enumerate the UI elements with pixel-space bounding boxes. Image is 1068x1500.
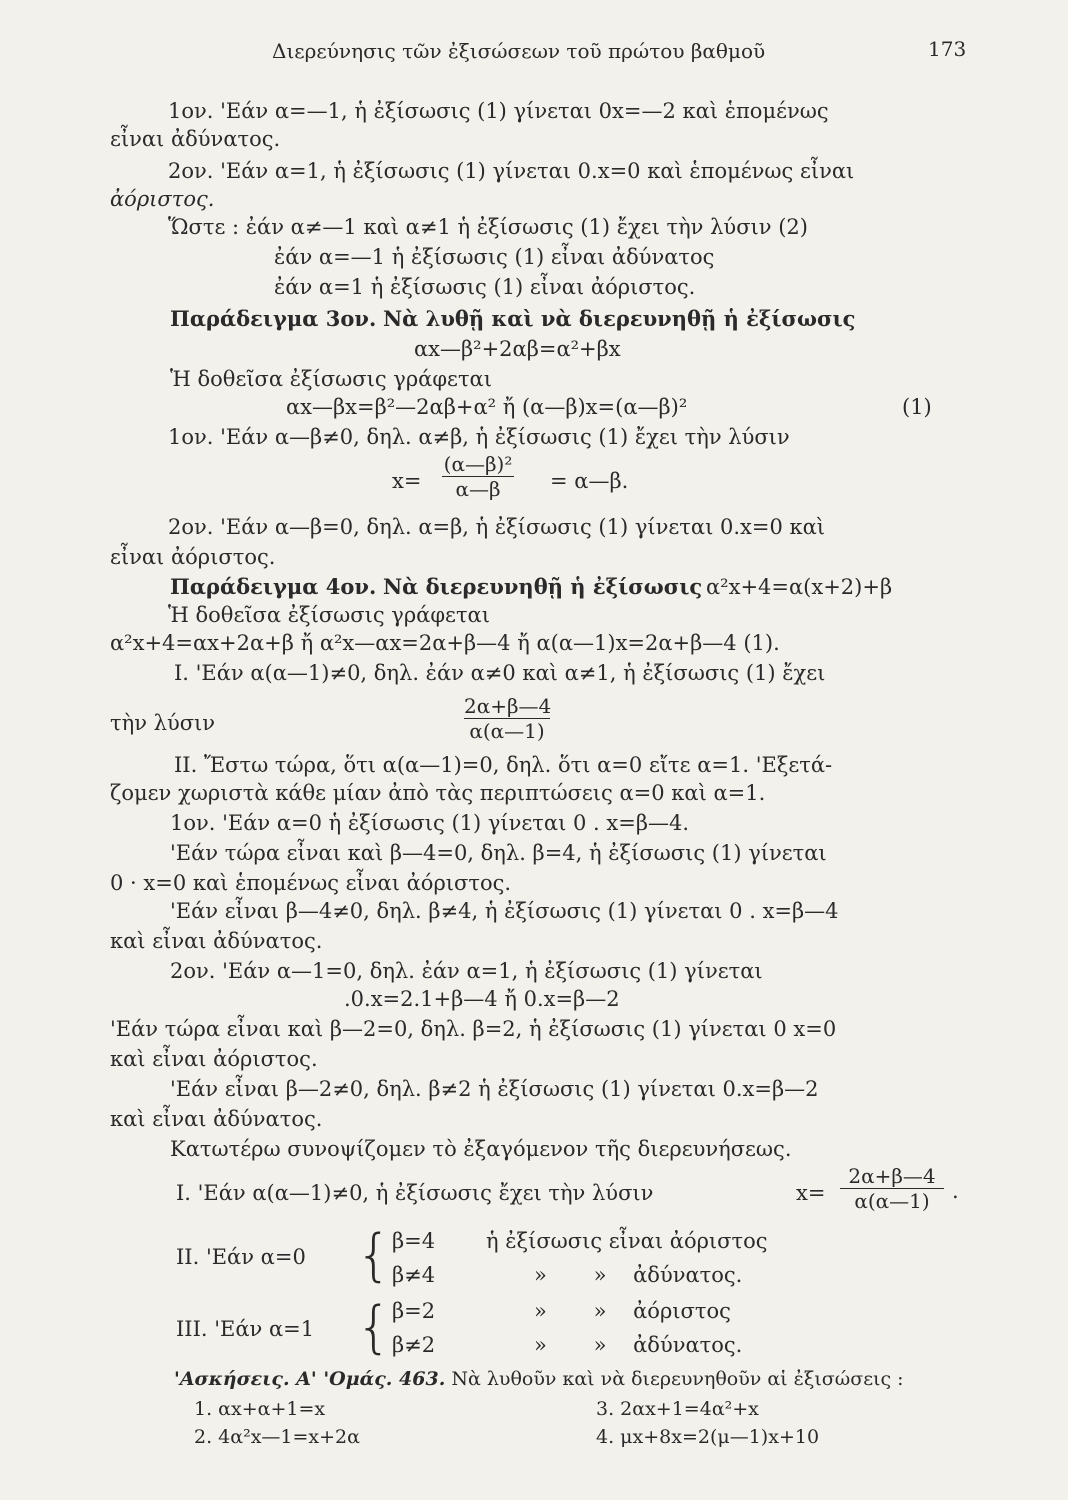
text-line: 1ον. 'Εάν α=—1, ἡ ἐξίσωσις (1) γίνεται 0x=—2 καὶ ἑπομένως <box>168 99 829 123</box>
exercise-item: 1. αx+α+1=x <box>194 1398 326 1420</box>
text-line: I. 'Εάν α(α—1)≠0, δηλ. ἐάν α≠0 καὶ α≠1, ἡ ἐξίσωσις (1) ἔχει <box>174 661 826 685</box>
equation: α²x+4=αx+2α+β ἤ α²x—αx=2α+β—4 ἤ α(α—1)x=2α+β—4 (1). <box>110 631 780 655</box>
fraction-denominator: α(α—1) <box>464 718 550 743</box>
x-equals: x= <box>392 469 422 493</box>
result: » » ἀόριστος <box>534 1299 731 1323</box>
result: » » ἀδύνατος. <box>534 1263 743 1287</box>
text-line: Ὥστε : ἐάν α≠—1 καὶ α≠1 ἡ ἐξίσωσις (1) ἔχει τὴν λύσιν (2) <box>168 215 808 239</box>
equation: .0.x=2.1+β—4 ἤ 0.x=β—2 <box>344 987 620 1011</box>
exercises-heading <box>174 1366 904 1392</box>
text-line: 0 · x=0 καὶ ἑπομένως εἶναι ἀόριστος. <box>110 871 512 895</box>
fraction-result: = α—β. <box>550 469 629 493</box>
text-line: ζομεν χωριστὰ κάθε μίαν ἀπὸ τὰς περιπτώσεις α=0 καὶ α=1. <box>110 781 766 805</box>
text-line: Κατωτέρω συνοψίζομεν τὸ ἐξαγόμενον τῆς διερευνήσεως. <box>170 1137 792 1161</box>
condition: β≠4 <box>392 1263 436 1287</box>
example-4-heading <box>170 574 702 600</box>
brace-icon: { <box>356 1295 392 1360</box>
summary-case-3-label: III. 'Εάν α=1 <box>176 1317 315 1341</box>
example-label: Παράδειγμα 3ον. <box>170 306 377 331</box>
exercise-item: 3. 2αx+1=4α²+x <box>596 1398 759 1420</box>
text-line: καὶ εἶναι ἀδύνατος. <box>110 1107 323 1131</box>
text-line: εἶναι ἀόριστος. <box>110 545 276 569</box>
text-line: ἐάν α=—1 ἡ ἐξίσωσις (1) εἶναι ἀδύνατος <box>274 245 715 269</box>
text-line: τὴν λύσιν <box>110 711 216 735</box>
text-line: ἀόριστος. <box>110 187 215 211</box>
text-line: Ἡ δοθεῖσα ἐξίσωσις γράφεται <box>168 603 490 627</box>
condition: β=4 <box>392 1229 436 1253</box>
summary-case-2-label: II. 'Εάν α=0 <box>176 1245 306 1269</box>
condition: β=2 <box>392 1299 436 1323</box>
text-line: εἶναι ἀδύνατος. <box>110 127 281 151</box>
text-line: Ἡ δοθεῖσα ἐξίσωσις γράφεται <box>170 367 492 391</box>
brace-icon: { <box>356 1223 392 1288</box>
text-line: 2ον. 'Εάν α=1, ἡ ἐξίσωσις (1) γίνεται 0.x=0 καὶ ἑπομένως εἶναι <box>168 159 855 183</box>
text-line: 'Εάν εἶναι β—4≠0, δηλ. β≠4, ἡ ἐξίσωσις (1) γίνεται 0 . x=β—4 <box>170 899 839 923</box>
x-equals: x= <box>796 1181 826 1205</box>
page-number: 173 <box>928 37 967 61</box>
text-line: 'Εάν εἶναι β—2≠0, δηλ. β≠2 ἡ ἐξίσωσις (1) γίνεται 0.x=β—2 <box>170 1077 819 1101</box>
example-text: Νὰ διερευνηθῇ ἡ ἐξίσωσις <box>382 574 703 599</box>
period: . <box>952 1179 959 1203</box>
exercises-text: Νὰ λυθοῦν καὶ νὰ διερευνηθοῦν αἱ ἐξισώσεις : <box>451 1368 904 1390</box>
fraction-numerator: 2α+β—4 <box>848 1164 936 1188</box>
exercise-item: 4. μx+8x=2(μ—1)x+10 <box>596 1426 820 1448</box>
fraction <box>840 1164 944 1213</box>
condition: β≠2 <box>392 1333 436 1357</box>
text-line: 2ον. 'Εάν α—1=0, δηλ. ἐάν α=1, ἡ ἐξίσωσις (1) γίνεται <box>170 959 763 983</box>
exercises-label: 'Ασκήσεις. Α' 'Ομάς. 463. <box>174 1368 446 1390</box>
example-text: Νὰ λυθῇ καὶ νὰ διερευνηθῇ ἡ ἐξίσωσις <box>382 306 856 331</box>
text-line: 'Εάν τώρα εἶναι καὶ β—2=0, δηλ. β=2, ἡ ἐξίσωσις (1) γίνεται 0 x=0 <box>110 1017 837 1041</box>
fraction-numerator: (α—β)² <box>443 452 513 476</box>
equation: αx—β²+2αβ=α²+βx <box>414 337 621 361</box>
running-header: Διερεύνησις τῶν ἐξισώσεων τοῦ πρώτου βαθμοῦ <box>272 39 766 63</box>
equation: α²x+4=α(x+2)+β <box>706 575 893 599</box>
equation-number: (1) <box>902 395 932 419</box>
result: ἡ ἐξίσωσις εἶναι ἀόριστος <box>486 1229 768 1253</box>
equation: αx—βx=β²—2αβ+α² ἤ (α—β)x=(α—β)² <box>286 395 688 419</box>
fraction <box>442 452 514 501</box>
text-line: ἐάν α=1 ἡ ἐξίσωσις (1) εἶναι ἀόριστος. <box>274 275 696 299</box>
result: » » ἀδύνατος. <box>534 1333 743 1357</box>
text-line: καὶ εἶναι ἀόριστος. <box>110 1047 318 1071</box>
fraction-denominator: α—β <box>442 476 514 501</box>
text-line: 'Εάν τώρα εἶναι καὶ β—4=0, δηλ. β=4, ἡ ἐξίσωσις (1) γίνεται <box>170 841 827 865</box>
example-3-heading <box>170 306 855 332</box>
fraction-numerator: 2α+β—4 <box>464 694 552 718</box>
fraction-denominator: α(α—1) <box>840 1188 944 1213</box>
text-line: 2ον. 'Εάν α—β=0, δηλ. α=β, ἡ ἐξίσωσις (1) γίνεται 0.x=0 καὶ <box>168 515 826 539</box>
text-line: 1ον. 'Εάν α—β≠0, δηλ. α≠β, ἡ ἐξίσωσις (1) ἔχει τὴν λύσιν <box>168 425 790 449</box>
summary-case-1: I. 'Εάν α(α—1)≠0, ἡ ἐξίσωσις ἔχει τὴν λύσιν <box>176 1181 654 1205</box>
fraction <box>464 694 550 743</box>
text-line: 1ον. 'Εάν α=0 ἡ ἐξίσωσις (1) γίνεται 0 . x=β—4. <box>170 811 690 835</box>
exercise-item: 2. 4α²x—1=x+2α <box>194 1426 360 1448</box>
text-line: II. Ἔστω τώρα, ὅτι α(α—1)=0, δηλ. ὅτι α=0 εἴτε α=1. 'Εξετά- <box>174 753 833 777</box>
text-line: καὶ εἶναι ἀδύνατος. <box>110 929 323 953</box>
example-label: Παράδειγμα 4ον. <box>170 574 377 599</box>
